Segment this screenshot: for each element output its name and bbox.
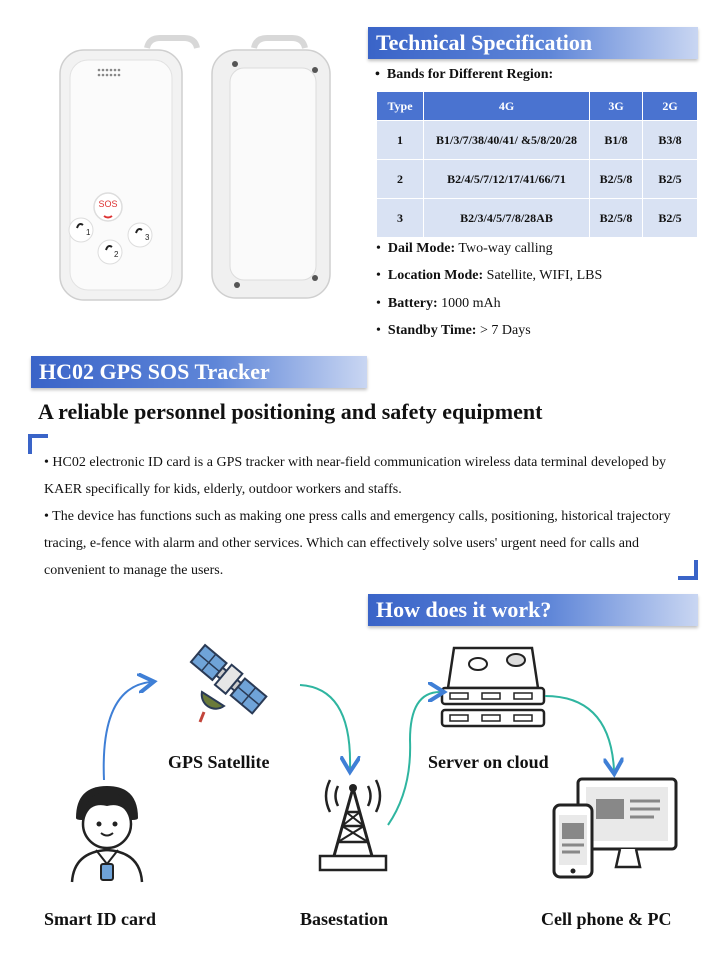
tech-spec-banner xyxy=(368,27,698,59)
arrow-card-to-satellite xyxy=(104,682,150,780)
table-cell: 2 xyxy=(377,160,424,199)
table-row xyxy=(377,160,698,199)
spec-item-standby: • Standby Time: > 7 Days xyxy=(376,323,531,338)
table-cell: B3/8 xyxy=(643,121,698,160)
flow-arrows xyxy=(0,630,720,830)
table-header-row xyxy=(377,92,698,121)
paragraph-1: • HC02 electronic ID card is a GPS tracker with near-field communication wireless data terminal developed by KAER specifically for kids, elderly, outdoor workers and staffs. xyxy=(44,455,666,497)
paragraph-2: • The device has functions such as making one press calls and emergency calls, positioning, historical trajectory tracing, e-fence with alarm and other services. Which can effectively solve users' urgent need for calls and convenient to manage the users. xyxy=(44,509,671,578)
product-title: HC02 GPS SOS Tracker xyxy=(39,359,270,384)
key-3-label: 3 xyxy=(145,233,150,242)
label-server-on-cloud: Server on cloud xyxy=(428,752,549,772)
spec-item-label: Location Mode: xyxy=(387,268,484,283)
how-title: How does it work? xyxy=(376,597,552,622)
device-front xyxy=(60,38,197,300)
table-header-cell: 3G xyxy=(590,92,643,121)
key-2-label: 2 xyxy=(114,250,119,259)
how-banner xyxy=(368,594,698,626)
label-cell-phone-pc: Cell phone & PC xyxy=(541,909,672,929)
table-cell: B2/5 xyxy=(643,199,698,238)
sos-key-label: SOS xyxy=(98,199,118,209)
spec-item-dial-mode: • Dail Mode: Two-way calling xyxy=(376,241,553,256)
label-smart-id-card: Smart ID card xyxy=(44,909,156,929)
table-cell: B1/3/7/38/40/41/ &5/8/20/28 xyxy=(424,121,590,160)
label-basestation: Basestation xyxy=(300,909,389,929)
spec-item-value: Two-way calling xyxy=(455,241,553,256)
paragraph-2-text: The device has functions such as making one press calls and emergency calls, positioning, historical trajectory tracing, e-fence with alarm and other services. Which can effectively solve users' urgent need for calls and convenient to manage the users. xyxy=(44,509,671,578)
spec-item-location-mode: • Location Mode: Satellite, WIFI, LBS xyxy=(376,268,603,283)
table-cell: B2/5/8 xyxy=(590,199,643,238)
table-row xyxy=(377,199,698,238)
spec-item-label: Dail Mode: xyxy=(387,241,456,256)
arrow-base-to-server xyxy=(388,692,440,825)
table-cell: B1/8 xyxy=(590,121,643,160)
table-cell: 3 xyxy=(377,199,424,238)
arrow-server-to-devices xyxy=(545,696,614,770)
paragraph-1-text: HC02 electronic ID card is a GPS tracker with near-field communication wireless data terminal developed by KAER specifically for kids, elderly, outdoor workers and staffs. xyxy=(44,455,666,497)
device-back xyxy=(212,38,330,298)
table-header-cell: 4G xyxy=(424,92,590,121)
table-cell: 1 xyxy=(377,121,424,160)
tech-spec-title: Technical Specification xyxy=(376,30,593,55)
spec-item-value: Satellite, WIFI, LBS xyxy=(483,268,603,283)
bands-label-row: • Bands for Different Region: xyxy=(375,67,554,82)
spec-item-label: Battery: xyxy=(387,296,438,311)
table-row xyxy=(377,121,698,160)
table-cell: B2/4/5/7/12/17/41/66/71 xyxy=(424,160,590,199)
headline: A reliable personnel positioning and safety equipment xyxy=(38,399,543,424)
product-banner xyxy=(31,356,367,388)
spec-item-value: 1000 mAh xyxy=(437,296,501,311)
label-gps-satellite: GPS Satellite xyxy=(168,752,270,772)
bands-label: Bands for Different Region: xyxy=(386,67,554,82)
table-cell: B2/5/8 xyxy=(590,160,643,199)
table-cell: B2/5 xyxy=(643,160,698,199)
table-header-cell: 2G xyxy=(643,92,698,121)
spec-item-value: > 7 Days xyxy=(476,323,531,338)
bands-table xyxy=(376,91,698,238)
table-cell: B2/3/4/5/7/8/28AB xyxy=(424,199,590,238)
spec-item-label: Standby Time: xyxy=(387,323,477,338)
device-images xyxy=(52,30,342,305)
table-header-cell: Type xyxy=(377,92,424,121)
key-1-label: 1 xyxy=(86,228,91,237)
arrow-satellite-to-base xyxy=(300,685,350,768)
spec-item-battery: • Battery: 1000 mAh xyxy=(376,296,501,311)
